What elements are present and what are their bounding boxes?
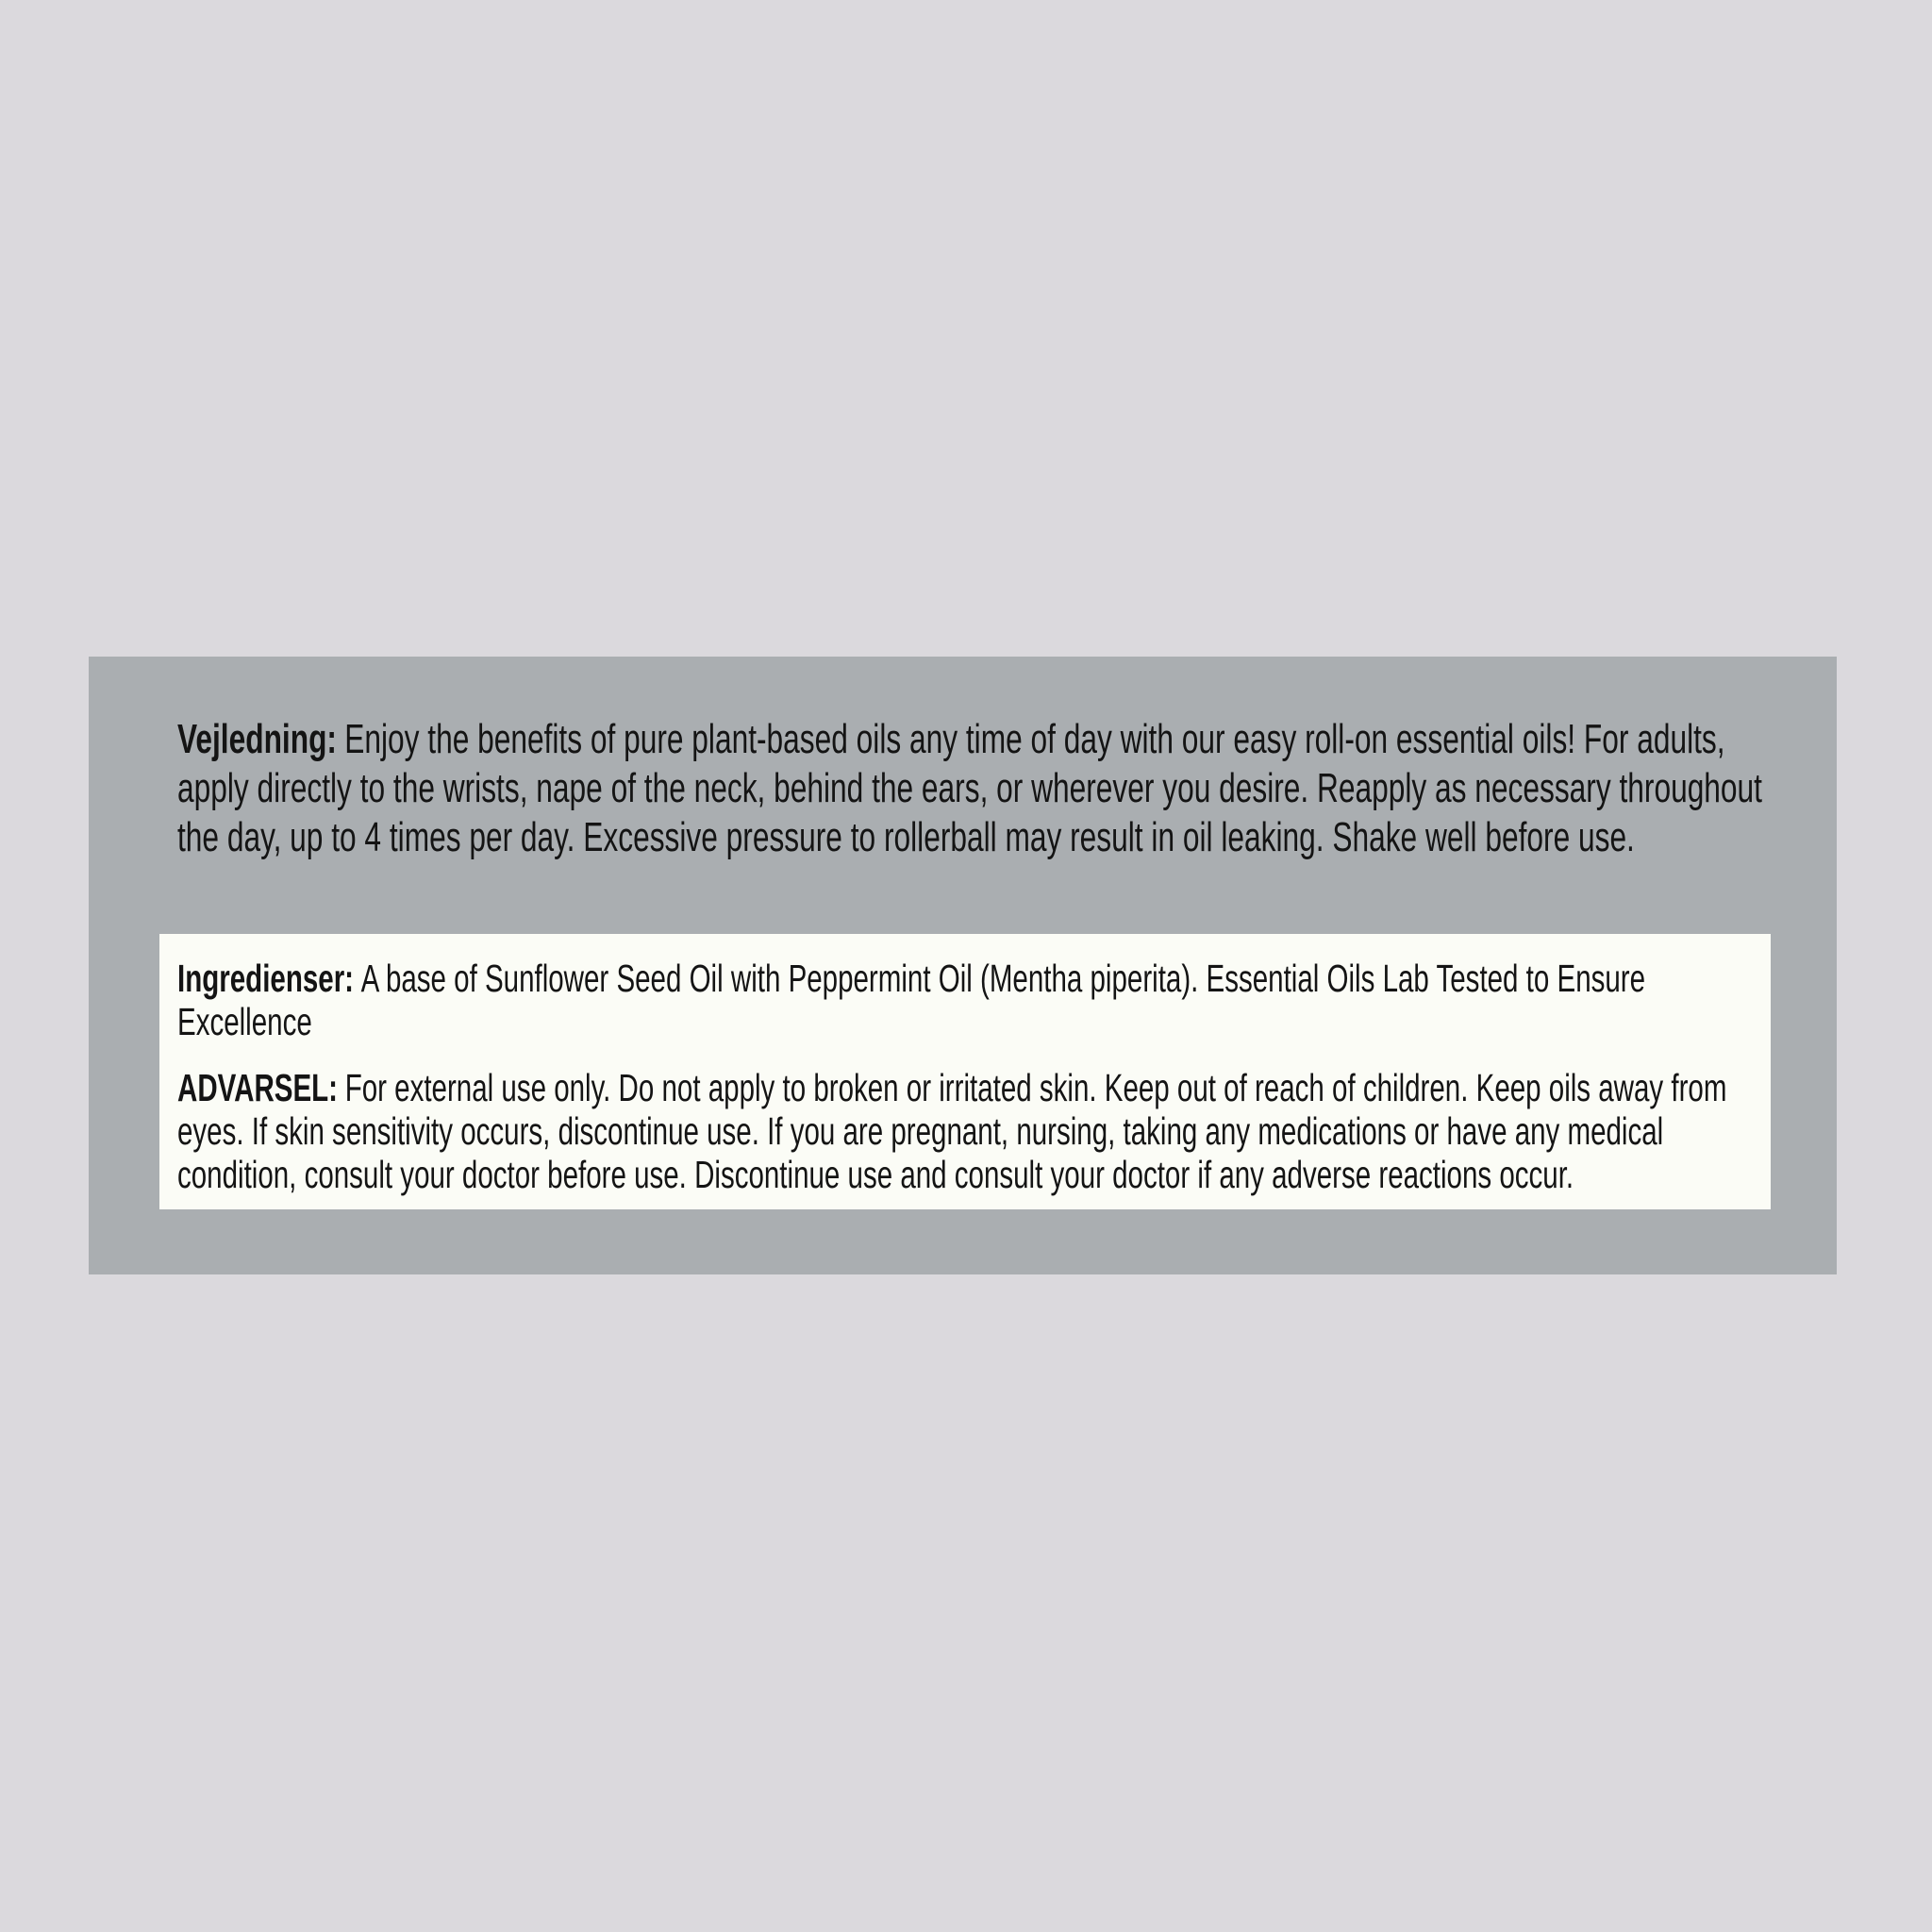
ingredients-paragraph [177, 957, 1770, 1043]
directions-text: Enjoy the benefits of pure plant-based oils any time of day with our easy roll-on essential oils! For adults, apply directly to the wrists, nape of the neck, behind the ears, or wherever you desire. Reapply as necessary throughout the day, up to 4 times per day. Excessive pressure to rollerball may result in oil leaking. Shake well before use. [177, 716, 1762, 860]
ingredients-warning-box [159, 934, 1771, 1209]
warning-paragraph [177, 1066, 1770, 1196]
ingredients-text: A base of Sunflower Seed Oil with Peppermint Oil (Mentha piperita). Essential Oils Lab Tested to Ensure Excellence [177, 957, 1646, 1043]
directions-paragraph [177, 715, 1780, 862]
box-content [177, 957, 1727, 1196]
label-band [89, 657, 1837, 1274]
warning-heading: ADVARSEL: [177, 1066, 339, 1109]
directions-heading: Vejledning: [177, 716, 337, 762]
ingredients-heading: Ingredienser: [177, 957, 355, 1000]
warning-text: For external use only. Do not apply to broken or irritated skin. Keep out of reach of children. Keep oils away from eyes. If skin sensitivity occurs, discontinue use. If you are pregnant, nursing, taking any medications or have any medical condition, consult your doctor before use. Discontinue use and consult your doctor if any adverse reactions occur. [177, 1066, 1727, 1196]
